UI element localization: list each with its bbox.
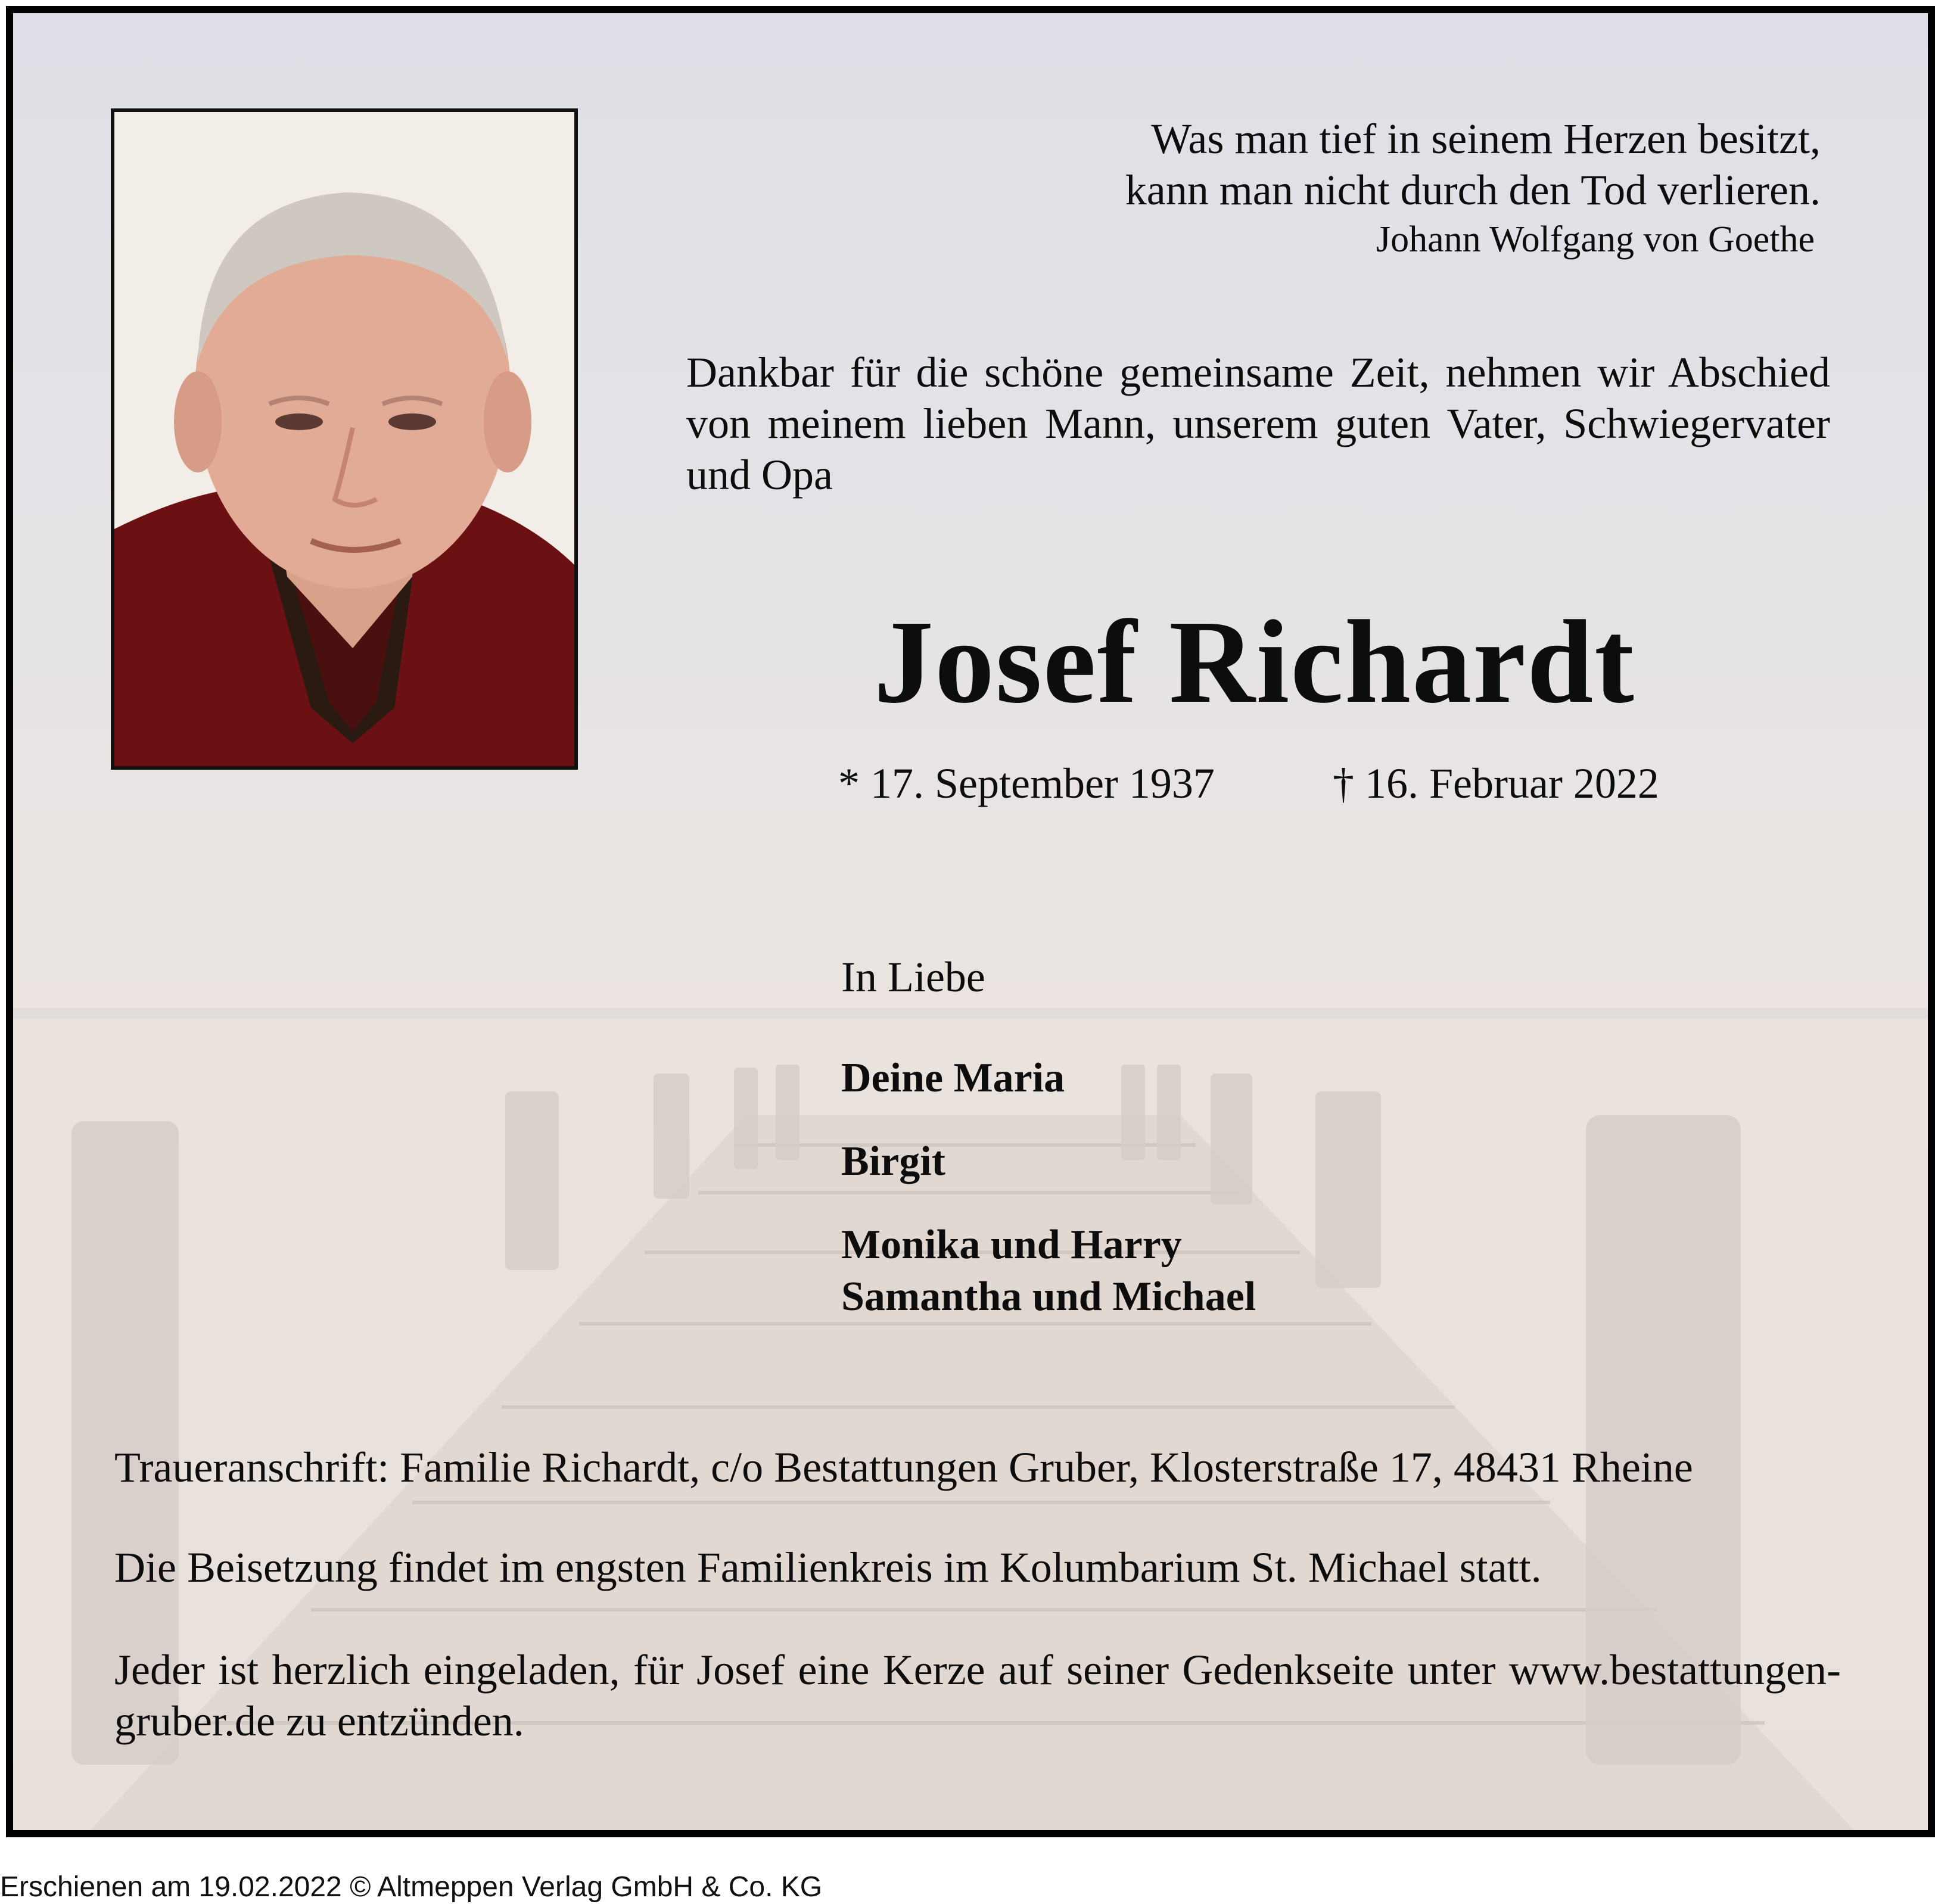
death-date: † 16. Februar 2022 — [1333, 760, 1659, 807]
quote-author: Johann Wolfgang von Goethe — [1376, 219, 1815, 260]
birth-date: * 17. September 1937 — [838, 760, 1215, 807]
burial-note: Die Beisetzung findet im engsten Familienkreis im Kolumbarium St. Michael statt. — [114, 1544, 1542, 1591]
quote-line-1: Was man tief in seinem Herzen besitzt, — [1151, 115, 1821, 163]
quote-line-2: kann man nicht durch den Tod verlieren. — [1125, 166, 1821, 214]
deceased-name: Josef Richardt — [874, 596, 1635, 728]
goethe-quote — [1125, 113, 1821, 263]
mourning-address: Traueranschrift: Familie Richardt, c/o Bestattungen Gruber, Klosterstraße 17, 48431 Rheine — [114, 1443, 1693, 1491]
portrait-photo — [111, 108, 578, 770]
family-line-samantha-michael: Samantha und Michael — [841, 1274, 1256, 1320]
closing-phrase: In Liebe — [841, 953, 985, 1001]
family-line-monika-harry: Monika und Harry — [841, 1222, 1182, 1268]
candle-invitation: Jeder ist herzlich eingeladen, für Josef eine Kerze auf seiner Gedenkseite unter www.bestattungen-gruber.de zu entzünden. — [114, 1646, 1841, 1745]
intro-text: Dankbar für die schöne gemeinsame Zeit, nehmen wir Abschied von meinem lieben Mann, unserem guten Vater, Schwiegervater und Opa — [686, 349, 1830, 499]
obituary-card — [6, 6, 1935, 1837]
family-line-maria: Deine Maria — [841, 1055, 1065, 1101]
publication-footer: Erschienen am 19.02.2022 © Altmeppen Verlag GmbH & Co. KG — [0, 1871, 823, 1903]
family-line-birgit: Birgit — [841, 1138, 945, 1184]
